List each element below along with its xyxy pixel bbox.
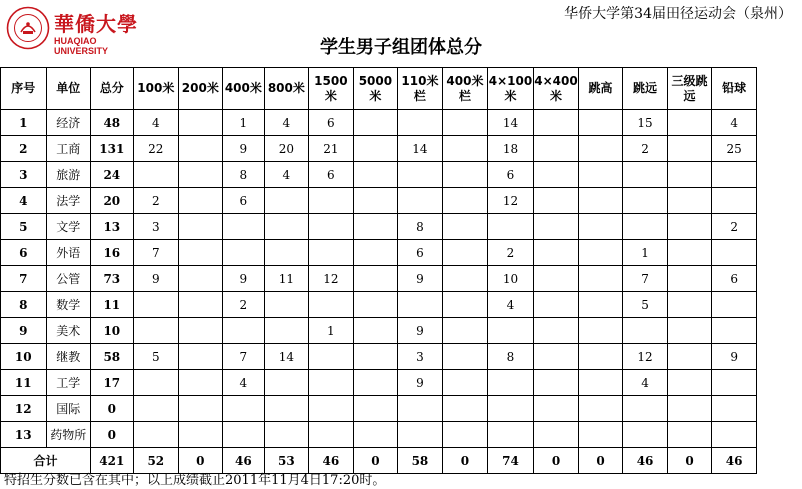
score-cell <box>179 292 223 318</box>
score-cell: 3 <box>133 214 179 240</box>
header-row <box>1 68 757 110</box>
score-cell <box>397 188 443 214</box>
score-cell <box>222 318 265 344</box>
score-cell: 8 <box>397 214 443 240</box>
score-cell <box>265 318 309 344</box>
score-cell <box>534 188 579 214</box>
seq-cell: 4 <box>1 188 47 214</box>
score-cell: 7 <box>623 266 668 292</box>
score-cell <box>667 370 712 396</box>
unit-cell: 法学 <box>46 188 91 214</box>
score-cell <box>443 266 488 292</box>
total-cell: 0 <box>534 448 579 474</box>
score-cell: 12 <box>487 188 534 214</box>
score-cell <box>179 266 223 292</box>
footnote: 特招生分数已含在其中；以上成绩截止2011年11月4日17:20时。 <box>4 473 386 488</box>
table-row <box>1 162 757 188</box>
score-cell <box>354 240 398 266</box>
total-cell: 46 <box>222 448 265 474</box>
total-score-cell: 48 <box>91 110 134 136</box>
score-cell <box>443 110 488 136</box>
logo-name-en: HUAQIAO UNIVERSITY <box>54 36 109 56</box>
score-cell: 4 <box>712 110 757 136</box>
score-cell <box>534 136 579 162</box>
score-cell <box>179 136 223 162</box>
score-cell <box>534 396 579 422</box>
score-cell <box>443 292 488 318</box>
score-cell: 9 <box>222 266 265 292</box>
score-cell: 4 <box>487 292 534 318</box>
score-cell <box>578 344 623 370</box>
table-row <box>1 214 757 240</box>
score-cell <box>667 136 712 162</box>
total-cell: 52 <box>133 448 179 474</box>
score-cell <box>354 422 398 448</box>
score-cell <box>578 214 623 240</box>
score-cell <box>487 318 534 344</box>
table-row <box>1 318 757 344</box>
score-cell <box>133 396 179 422</box>
score-cell <box>354 370 398 396</box>
score-cell: 2 <box>712 214 757 240</box>
column-header: 400米 <box>222 68 265 110</box>
score-cell <box>265 188 309 214</box>
unit-cell: 数学 <box>46 292 91 318</box>
score-cell <box>578 188 623 214</box>
score-cell <box>578 162 623 188</box>
score-cell <box>578 396 623 422</box>
score-cell <box>308 292 354 318</box>
score-cell: 14 <box>397 136 443 162</box>
score-cell <box>265 214 309 240</box>
total-score-cell: 0 <box>91 422 134 448</box>
total-cell: 74 <box>487 448 534 474</box>
total-cell: 0 <box>179 448 223 474</box>
table-row <box>1 422 757 448</box>
column-header: 5000米 <box>354 68 398 110</box>
score-cell: 6 <box>308 110 354 136</box>
score-cell: 14 <box>487 110 534 136</box>
score-cell: 11 <box>265 266 309 292</box>
score-cell <box>265 396 309 422</box>
score-cell <box>712 370 757 396</box>
total-score-cell: 58 <box>91 344 134 370</box>
score-cell <box>222 396 265 422</box>
score-cell <box>354 318 398 344</box>
event-title: 华侨大学第34届田径运动会（泉州） <box>564 6 792 22</box>
seq-cell: 10 <box>1 344 47 370</box>
score-cell <box>667 422 712 448</box>
score-cell <box>179 214 223 240</box>
seq-cell: 8 <box>1 292 47 318</box>
score-cell <box>534 266 579 292</box>
score-cell <box>133 370 179 396</box>
seq-cell: 9 <box>1 318 47 344</box>
score-cell <box>578 136 623 162</box>
total-cell: 46 <box>308 448 354 474</box>
total-cell: 46 <box>712 448 757 474</box>
score-cell <box>534 240 579 266</box>
score-cell: 22 <box>133 136 179 162</box>
logo-name-cn: 華僑大學 <box>54 12 138 36</box>
score-cell <box>308 188 354 214</box>
score-cell <box>623 188 668 214</box>
seq-cell: 11 <box>1 370 47 396</box>
score-cell <box>443 188 488 214</box>
score-cell <box>133 292 179 318</box>
score-cell <box>308 422 354 448</box>
score-cell <box>308 240 354 266</box>
score-cell <box>443 422 488 448</box>
score-table <box>0 67 757 474</box>
score-cell <box>487 370 534 396</box>
score-cell <box>667 318 712 344</box>
seq-cell: 1 <box>1 110 47 136</box>
score-cell <box>179 110 223 136</box>
score-cell <box>443 240 488 266</box>
total-score-cell: 17 <box>91 370 134 396</box>
score-cell: 9 <box>397 266 443 292</box>
score-cell <box>265 370 309 396</box>
score-cell: 4 <box>265 110 309 136</box>
score-cell: 9 <box>222 136 265 162</box>
column-header: 800米 <box>265 68 309 110</box>
score-cell: 4 <box>623 370 668 396</box>
score-cell <box>534 110 579 136</box>
score-cell: 12 <box>308 266 354 292</box>
score-cell <box>354 292 398 318</box>
score-cell <box>667 292 712 318</box>
score-cell: 20 <box>265 136 309 162</box>
score-cell <box>354 396 398 422</box>
score-cell: 8 <box>222 162 265 188</box>
score-cell <box>534 162 579 188</box>
score-cell <box>487 214 534 240</box>
total-cell: 53 <box>265 448 309 474</box>
score-cell <box>667 188 712 214</box>
score-cell <box>534 344 579 370</box>
column-header: 三级跳远 <box>667 68 712 110</box>
score-cell <box>534 370 579 396</box>
unit-cell: 药物所 <box>46 422 91 448</box>
score-cell <box>578 422 623 448</box>
total-score-cell: 20 <box>91 188 134 214</box>
total-score-cell: 73 <box>91 266 134 292</box>
total-cell: 0 <box>578 448 623 474</box>
score-cell: 7 <box>222 344 265 370</box>
score-cell <box>179 344 223 370</box>
score-cell <box>578 292 623 318</box>
score-cell <box>712 422 757 448</box>
score-cell <box>354 110 398 136</box>
unit-cell: 工商 <box>46 136 91 162</box>
score-cell: 6 <box>712 266 757 292</box>
score-cell <box>354 136 398 162</box>
column-header: 总分 <box>91 68 134 110</box>
score-cell <box>712 162 757 188</box>
total-score-cell: 24 <box>91 162 134 188</box>
table-row <box>1 110 757 136</box>
unit-cell: 国际 <box>46 396 91 422</box>
column-header: 单位 <box>46 68 91 110</box>
score-cell: 6 <box>487 162 534 188</box>
score-cell <box>667 396 712 422</box>
score-cell <box>265 292 309 318</box>
score-cell: 15 <box>623 110 668 136</box>
score-cell <box>623 162 668 188</box>
score-cell <box>667 110 712 136</box>
score-cell: 14 <box>265 344 309 370</box>
score-cell: 4 <box>133 110 179 136</box>
score-cell <box>667 240 712 266</box>
score-cell <box>623 318 668 344</box>
unit-cell: 公管 <box>46 266 91 292</box>
unit-cell: 旅游 <box>46 162 91 188</box>
score-cell <box>179 318 223 344</box>
total-label-cell: 合计 <box>1 448 91 474</box>
total-cell: 0 <box>443 448 488 474</box>
total-score-cell: 11 <box>91 292 134 318</box>
score-cell: 2 <box>133 188 179 214</box>
score-cell: 25 <box>712 136 757 162</box>
score-cell <box>179 188 223 214</box>
score-cell <box>443 136 488 162</box>
score-cell: 5 <box>623 292 668 318</box>
score-cell: 2 <box>222 292 265 318</box>
score-cell: 6 <box>397 240 443 266</box>
score-cell <box>397 396 443 422</box>
score-cell <box>667 344 712 370</box>
table-row <box>1 292 757 318</box>
score-cell <box>222 240 265 266</box>
score-cell <box>179 422 223 448</box>
table-row <box>1 396 757 422</box>
table-row <box>1 344 757 370</box>
score-cell: 5 <box>133 344 179 370</box>
score-cell <box>712 396 757 422</box>
total-cell: 421 <box>91 448 134 474</box>
score-cell <box>443 396 488 422</box>
column-header: 400米栏 <box>443 68 488 110</box>
score-cell <box>133 162 179 188</box>
score-cell <box>712 240 757 266</box>
score-cell <box>397 162 443 188</box>
score-cell <box>308 214 354 240</box>
score-cell <box>397 110 443 136</box>
score-cell <box>133 318 179 344</box>
seq-cell: 5 <box>1 214 47 240</box>
score-cell: 18 <box>487 136 534 162</box>
total-score-cell: 10 <box>91 318 134 344</box>
score-cell <box>712 188 757 214</box>
score-cell <box>534 292 579 318</box>
score-cell: 4 <box>265 162 309 188</box>
score-cell <box>308 370 354 396</box>
score-cell <box>578 266 623 292</box>
column-header: 跳远 <box>623 68 668 110</box>
score-cell <box>443 370 488 396</box>
score-cell <box>265 422 309 448</box>
seq-cell: 2 <box>1 136 47 162</box>
score-cell <box>265 240 309 266</box>
table-row <box>1 370 757 396</box>
score-cell <box>534 318 579 344</box>
column-header: 铅球 <box>712 68 757 110</box>
score-cell <box>397 292 443 318</box>
column-header: 序号 <box>1 68 47 110</box>
score-cell: 10 <box>487 266 534 292</box>
score-cell <box>578 240 623 266</box>
column-header: 110米栏 <box>397 68 443 110</box>
score-cell: 8 <box>487 344 534 370</box>
column-header: 跳高 <box>578 68 623 110</box>
score-cell <box>487 396 534 422</box>
table-row <box>1 266 757 292</box>
score-cell <box>667 214 712 240</box>
score-cell <box>623 396 668 422</box>
score-cell <box>308 396 354 422</box>
score-cell <box>443 214 488 240</box>
total-score-cell: 16 <box>91 240 134 266</box>
table-row <box>1 188 757 214</box>
score-cell <box>578 370 623 396</box>
column-header: 100米 <box>133 68 179 110</box>
score-cell: 1 <box>222 110 265 136</box>
score-cell <box>534 422 579 448</box>
table-row <box>1 240 757 266</box>
score-cell <box>623 422 668 448</box>
table-row <box>1 136 757 162</box>
unit-cell: 经济 <box>46 110 91 136</box>
unit-cell: 美术 <box>46 318 91 344</box>
total-cell: 46 <box>623 448 668 474</box>
score-cell: 9 <box>397 370 443 396</box>
unit-cell: 外语 <box>46 240 91 266</box>
score-cell: 2 <box>487 240 534 266</box>
score-cell <box>354 344 398 370</box>
total-cell: 0 <box>354 448 398 474</box>
score-cell: 4 <box>222 370 265 396</box>
column-header: 1500米 <box>308 68 354 110</box>
column-header: 200米 <box>179 68 223 110</box>
seq-cell: 12 <box>1 396 47 422</box>
score-cell <box>354 266 398 292</box>
score-cell: 21 <box>308 136 354 162</box>
seq-cell: 6 <box>1 240 47 266</box>
score-cell <box>712 292 757 318</box>
score-cell <box>443 318 488 344</box>
unit-cell: 文学 <box>46 214 91 240</box>
page-title: 学生男子组团体总分 <box>320 37 482 58</box>
total-score-cell: 0 <box>91 396 134 422</box>
score-cell: 3 <box>397 344 443 370</box>
score-cell <box>623 214 668 240</box>
unit-cell: 继教 <box>46 344 91 370</box>
total-score-cell: 131 <box>91 136 134 162</box>
score-cell <box>712 318 757 344</box>
score-cell: 12 <box>623 344 668 370</box>
score-cell <box>354 162 398 188</box>
score-cell <box>222 214 265 240</box>
score-cell <box>534 214 579 240</box>
score-cell <box>308 344 354 370</box>
total-score-cell: 13 <box>91 214 134 240</box>
score-cell: 7 <box>133 240 179 266</box>
seq-cell: 3 <box>1 162 47 188</box>
score-cell: 1 <box>623 240 668 266</box>
score-cell <box>397 422 443 448</box>
score-cell <box>222 422 265 448</box>
score-cell <box>578 110 623 136</box>
seq-cell: 7 <box>1 266 47 292</box>
score-cell: 1 <box>308 318 354 344</box>
score-cell <box>179 162 223 188</box>
unit-cell: 工学 <box>46 370 91 396</box>
score-cell <box>667 266 712 292</box>
total-cell: 0 <box>667 448 712 474</box>
score-cell: 9 <box>133 266 179 292</box>
seq-cell: 13 <box>1 422 47 448</box>
score-cell: 2 <box>623 136 668 162</box>
column-header: 4×400米 <box>534 68 579 110</box>
score-cell: 6 <box>308 162 354 188</box>
score-cell <box>667 162 712 188</box>
score-cell: 9 <box>712 344 757 370</box>
score-cell <box>179 240 223 266</box>
score-cell <box>179 396 223 422</box>
score-cell: 6 <box>222 188 265 214</box>
score-cell <box>443 162 488 188</box>
score-cell <box>133 422 179 448</box>
column-header: 4×100米 <box>487 68 534 110</box>
score-cell: 9 <box>397 318 443 344</box>
score-cell <box>578 318 623 344</box>
score-cell <box>354 214 398 240</box>
total-cell: 58 <box>397 448 443 474</box>
score-cell <box>487 422 534 448</box>
score-cell <box>443 344 488 370</box>
score-cell <box>354 188 398 214</box>
score-cell <box>179 370 223 396</box>
